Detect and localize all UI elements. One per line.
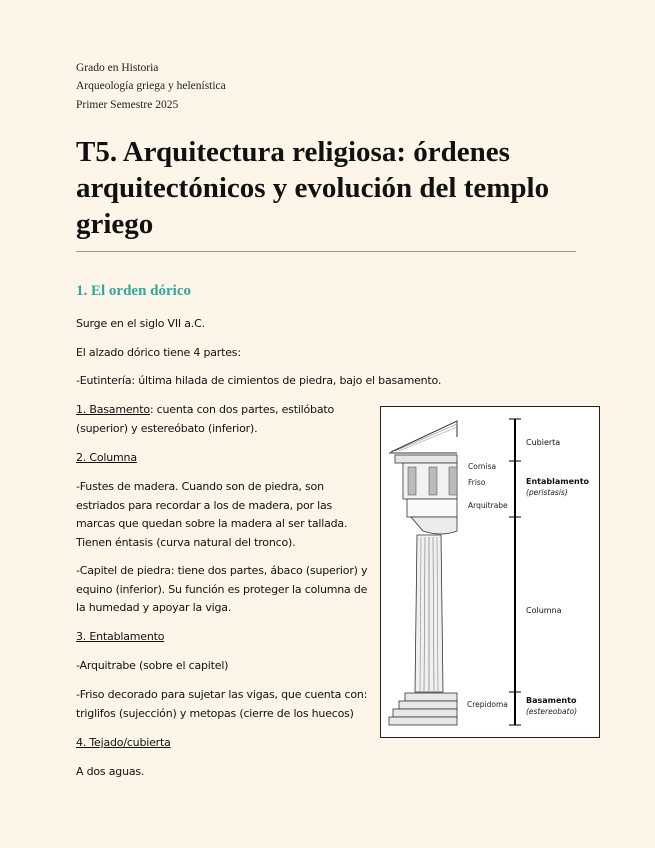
label-cubierta: Cubierta [526, 438, 561, 447]
basamento-label: 1. Basamento [76, 403, 150, 416]
label-peristasis: (peristasis) [526, 488, 568, 497]
paragraph-origin: Surge en el siglo VII a.C. [76, 317, 205, 330]
paragraph-basamento [76, 401, 372, 438]
paragraph-eutinteria: -Eutintería: última hilada de cimientos de piedra, bajo el basamento. [76, 374, 442, 387]
degree-label: Grado en Historia [76, 62, 159, 74]
label-arquitrabe: Arquitrabe [468, 501, 508, 510]
paragraph-fustes: -Fustes de madera. Cuando son de piedra, son estriados para recordar a los de madera, por las marcas que quedan sobre la madera al ser tallada. Tienen éntasis (curva natural del tronco). [76, 480, 348, 549]
label-friso: Friso [468, 478, 486, 487]
doric-column-illustration [381, 407, 599, 737]
label-crepidoma: Crepidoma [467, 700, 508, 709]
section-heading-doric: 1. El orden dórico [76, 283, 191, 299]
title-divider [76, 251, 576, 252]
label-columna: Columna [526, 606, 562, 615]
paragraph-parts: El alzado dórico tiene 4 partes: [76, 346, 241, 359]
doric-order-diagram [380, 406, 600, 738]
columna-label: 2. Columna [76, 451, 137, 464]
label-entablamento: Entablamento [526, 477, 590, 486]
paragraph-capitel: -Capitel de piedra: tiene dos partes, ábaco (superior) y equino (inferior). Su función es proteger la columna de la humedad y apoyar la viga. [76, 564, 368, 614]
basamento-text: : cuenta con dos partes, estilóbato (superior) y estereóbato (inferior). [76, 403, 335, 435]
tejado-label: 4. Tejado/cubierta [76, 736, 171, 749]
page-title: T5. Arquitectura religiosa: órdenes arquitectónicos y evolución del templo griego [76, 136, 550, 240]
label-basamento: Basamento [526, 696, 577, 705]
paragraph-friso: -Friso decorado para sujetar las vigas, que cuenta con: triglifos (sujección) y metopas (cierre de los huecos) [76, 688, 368, 720]
label-cornisa: Cornisa [468, 462, 497, 471]
course-label: Arqueología griega y helenística [76, 80, 226, 92]
semester-label: Primer Semestre 2025 [76, 99, 179, 111]
paragraph-tejado: A dos aguas. [76, 765, 145, 778]
entablamento-label: 3. Entablamento [76, 630, 165, 643]
label-estereobato: (estereobato) [526, 707, 578, 716]
paragraph-arquitrabe: -Arquitrabe (sobre el capitel) [76, 659, 229, 672]
